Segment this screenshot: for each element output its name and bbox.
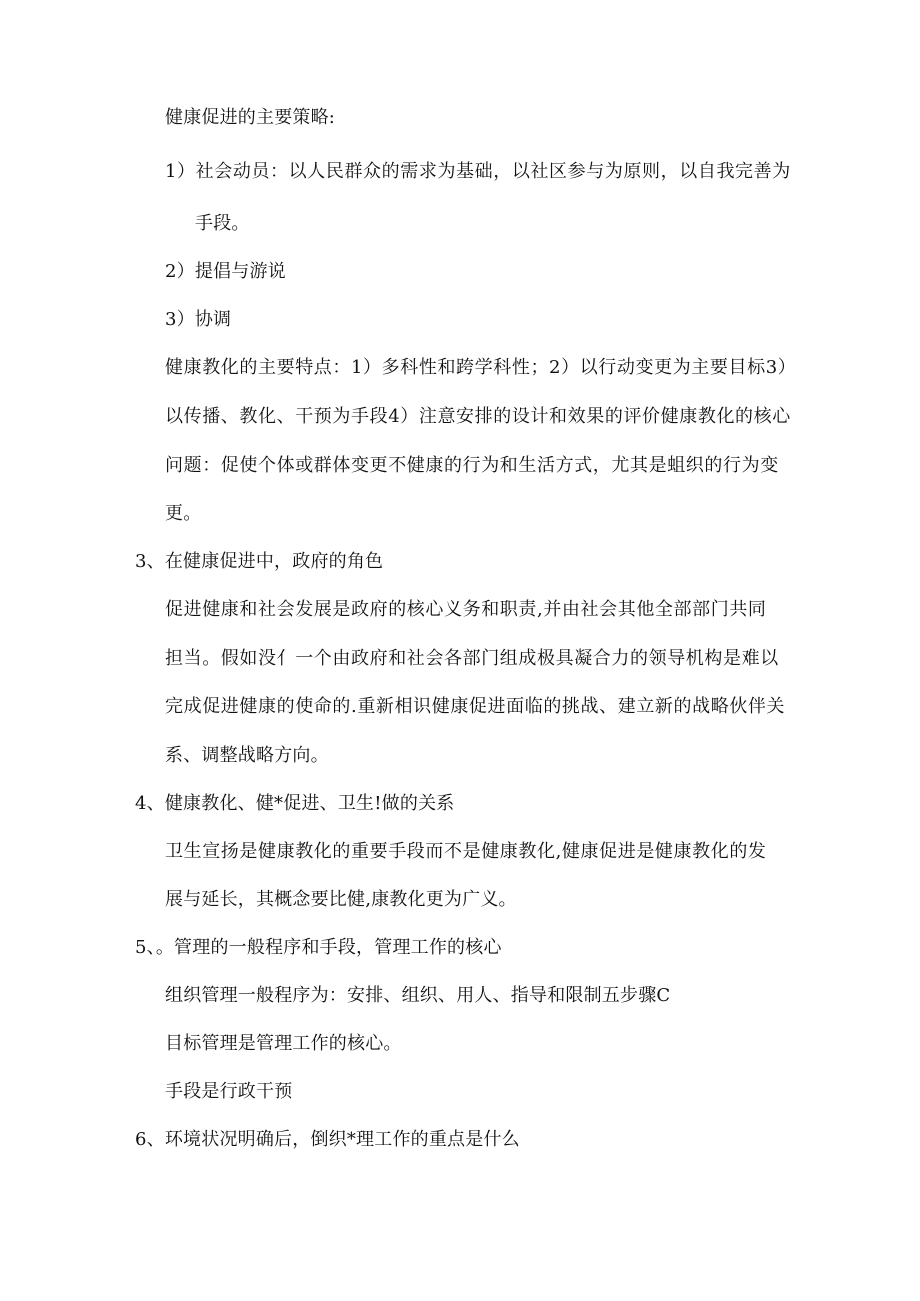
strategy-item-2: 2）提倡与游说 <box>165 261 286 282</box>
section-3-heading: 3、在健康促进中，政府的角色 <box>135 551 384 572</box>
section-5-line-1: 组织管理一般程序为：安排、组织、用人、指导和限制五步骤C <box>165 985 671 1006</box>
strategy-heading: 健康促进的主要策略: <box>165 107 336 128</box>
section-3-paragraph-line-2: 担当。假如没亻一个由政府和社会各部门组成极具凝合力的领导机构是难以 <box>165 648 779 669</box>
features-paragraph-line-3: 问题：促使个体或群体变更不健康的行为和生活方式，尤其是蛆织的行为变 <box>165 455 779 476</box>
strategy-item-1: 1）社会动员：以人民群众的需求为基础，以社区参与为原则，以自我完善为 <box>165 161 791 182</box>
section-4-heading: 4、健康教化、健*促进、卫生!做的关系 <box>135 793 455 814</box>
section-4-paragraph-line-1: 卫生宣扬是健康教化的重要手段而不是健康教化,健康促进是健康教化的发 <box>165 841 767 862</box>
strategy-item-1-cont: 手段。 <box>195 213 250 234</box>
features-paragraph-line-1: 健康教化的主要特点：1）多科性和跨学科性；2）以行动变更为主要目标3） <box>165 357 797 378</box>
strategy-item-3: 3）协调 <box>165 309 232 330</box>
features-paragraph-line-2: 以传播、教化、干预为手段4）注意安排的设计和效果的评价健康教化的核心 <box>165 406 791 427</box>
section-3-paragraph-line-1: 促进健康和社会发展是政府的核心义务和职责,并由社会其他全部部门共同 <box>165 599 767 620</box>
section-3-paragraph-line-3: 完成促进健康的使命的.重新相识健康促进面临的挑战、建立新的战略伙伴关 <box>165 696 786 717</box>
section-5-heading: 5、。管理的一般程序和手段，管理工作的核心 <box>135 937 502 958</box>
section-4-paragraph-line-2: 展与延长，其概念要比健,康教化更为广义。 <box>165 889 517 910</box>
section-5-line-2: 目标管理是管理工作的核心。 <box>165 1033 402 1054</box>
features-paragraph-line-4: 更。 <box>165 503 202 524</box>
section-5-line-3: 手段是行政干预 <box>165 1081 293 1102</box>
section-3-paragraph-line-4: 系、调整战略方向。 <box>165 745 329 766</box>
section-6-heading: 6、环境状况明确后，倒织*理工作的重点是什么 <box>135 1129 520 1150</box>
